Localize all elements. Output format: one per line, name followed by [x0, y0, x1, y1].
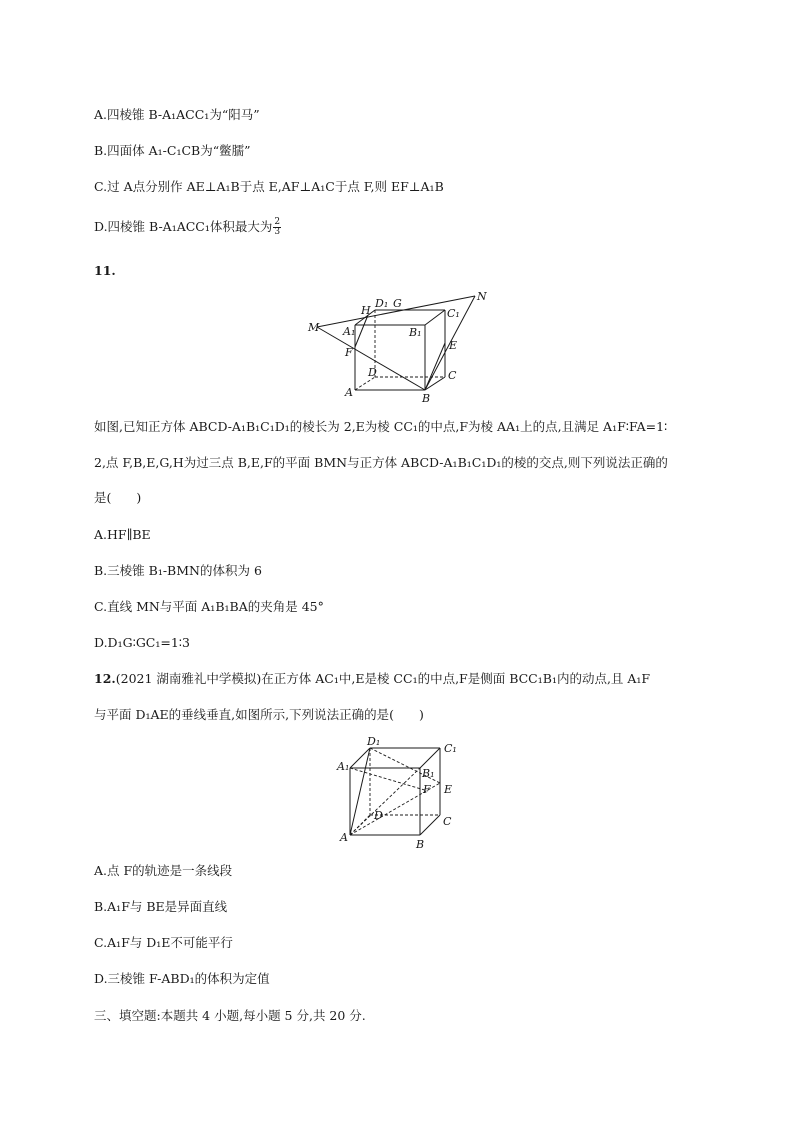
- label-d: D: [374, 809, 383, 822]
- edge-b1-c1: [420, 748, 440, 768]
- label-a1: A₁: [337, 760, 350, 773]
- label-e: E: [449, 339, 458, 352]
- q10-option-c: C.过 A点分别作 AE⊥A₁B于点 E,AF⊥A₁C于点 F,则 EF⊥A₁B: [94, 179, 444, 194]
- label-e: E: [444, 783, 453, 796]
- fraction: [273, 218, 281, 237]
- fraction-denominator: 3: [274, 227, 281, 237]
- edge-a1-d1: [350, 748, 370, 768]
- section-3-heading: 三、填空题:本题共 4 小题,每小题 5 分,共 20 分.: [94, 1008, 366, 1023]
- label-b: B: [416, 838, 425, 851]
- q10-option-a: A.四棱锥 B-A₁ACC₁为“阳马”: [94, 107, 260, 122]
- q12-option-a: A.点 F的轨迹是一条线段: [94, 863, 233, 878]
- label-f: F: [345, 346, 353, 359]
- q11-option-a: A.HF∥BE: [94, 527, 151, 542]
- q12-option-d: D.三棱锥 F-ABD₁的体积为定值: [94, 971, 270, 986]
- label-c1: C₁: [444, 742, 457, 755]
- fraction-numerator: 2: [274, 217, 281, 227]
- q11-option-d: D.D₁G∶GC₁=1∶3: [94, 635, 191, 650]
- q12-option-c: C.A₁F与 D₁E不可能平行: [94, 935, 233, 950]
- q10-option-b: B.四面体 A₁-C₁CB为“鳖臑”: [94, 143, 251, 158]
- label-b: B: [422, 392, 431, 405]
- q12-cube-figure: [330, 733, 470, 851]
- q11-stem-line-3: 是( ): [94, 490, 142, 505]
- label-g: G: [393, 297, 402, 310]
- label-m: M: [308, 321, 320, 334]
- edge-a-d-hidden: [350, 815, 370, 835]
- label-a: A: [345, 386, 353, 399]
- line-a-d1: [350, 748, 370, 835]
- label-b1: B₁: [409, 326, 422, 339]
- label-c: C: [443, 815, 452, 828]
- q10-option-d-text: D.四棱锥 B-A₁ACC₁体积最大为: [94, 219, 273, 234]
- label-d1: D₁: [375, 297, 389, 310]
- q12-cube-diagram: [330, 733, 470, 851]
- q12-stem-line-1: [94, 670, 650, 688]
- q12-stem-text-1: (2021 湖南雅礼中学模拟)在正方体 AC₁中,E是棱 CC₁的中点,F是侧面 BCC₁B₁内的动点,且 A₁F: [115, 671, 651, 686]
- q11-cube-diagram: [305, 290, 505, 408]
- q11-cube-figure: [305, 290, 505, 408]
- q11-option-c: C.直线 MN与平面 A₁B₁BA的夹角是 45°: [94, 599, 324, 614]
- label-d1: D₁: [367, 735, 381, 748]
- q12-number: 12.: [94, 671, 116, 686]
- edge-b1-c1: [425, 310, 445, 325]
- label-b1: B₁: [422, 767, 435, 780]
- label-d: D: [368, 366, 377, 379]
- q12-option-b: B.A₁F与 BE是异面直线: [94, 899, 228, 914]
- label-n: N: [477, 290, 487, 303]
- q11-stem-line-1: 如图,已知正方体 ABCD-A₁B₁C₁D₁的棱长为 2,E为棱 CC₁的中点,F为棱 AA₁上的点,且满足 A₁F∶FA=1∶: [94, 419, 668, 434]
- label-c1: C₁: [447, 307, 460, 320]
- label-f: F: [423, 783, 431, 796]
- label-a: A: [340, 831, 348, 844]
- label-a1: A₁: [343, 325, 356, 338]
- q11-option-b: B.三棱锥 B₁-BMN的体积为 6: [94, 563, 262, 578]
- q10-option-d: [94, 218, 281, 237]
- label-h: H: [361, 304, 371, 317]
- edge-b-c: [420, 815, 440, 835]
- q11-stem-line-2: 2,点 F,B,E,G,H为过三点 B,E,F的平面 BMN与正方体 ABCD-A₁B₁C₁D₁的棱的交点,则下列说法正确的: [94, 455, 668, 470]
- q12-stem-line-2: 与平面 D₁AE的垂线垂直,如图所示,下列说法正确的是( ): [94, 707, 424, 722]
- label-c: C: [448, 369, 457, 382]
- q11-number: 11.: [94, 263, 116, 278]
